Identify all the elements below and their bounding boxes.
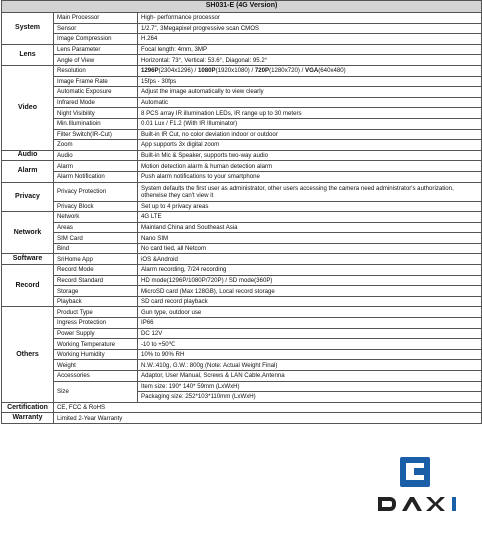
spec-row-bind: [2, 243, 482, 254]
category-software: Software: [2, 254, 54, 265]
spec-value: Built-in Mic & Speaker, supports two-way audio: [138, 150, 482, 161]
spec-row-ingress-protection: [2, 318, 482, 329]
spec-label: Working Temperature: [54, 339, 138, 350]
spec-label: Zoom: [54, 140, 138, 151]
table-title: SH031-E (4G Version): [2, 1, 482, 13]
category-system: System: [2, 13, 54, 45]
logo-emblem: [400, 457, 430, 487]
spec-row-night-visibility: [2, 108, 482, 119]
spec-value: DC 12V: [138, 328, 482, 339]
spec-value: Set up to 4 privacy areas: [138, 201, 482, 212]
spec-row-image-frame-rate: [2, 76, 482, 87]
spec-value: Motion detection alarm & human detection alarm: [138, 161, 482, 172]
spec-row-storage: [2, 286, 482, 297]
spec-label: Privacy Block: [54, 201, 138, 212]
spec-label: Weight: [54, 360, 138, 371]
spec-value: Focal length: 4mm, 3MP: [138, 44, 482, 55]
spec-row-playback: [2, 296, 482, 307]
category-audio: Audio: [2, 150, 54, 161]
spec-value: 8 PCS array IR illumination LEDs, IR range up to 30 meters: [138, 108, 482, 119]
spec-row-infrared-mode: [2, 97, 482, 108]
spec-label: Main Processor: [54, 13, 138, 24]
category-warranty: Warranty: [2, 413, 54, 424]
spec-label: Working Humidity: [54, 349, 138, 360]
spec-value: 15fps - 30fps: [138, 76, 482, 87]
spec-label: Sensor: [54, 23, 138, 34]
spec-row-network: [2, 212, 482, 223]
spec-row-working-temperature: [2, 339, 482, 350]
spec-row-alarm-notification: [2, 171, 482, 182]
spec-value: -10 to +50℃: [138, 339, 482, 350]
spec-label: Angle of View: [54, 55, 138, 66]
spec-value: Alarm recording, 7/24 recording: [138, 265, 482, 276]
spec-row-image-compression: [2, 34, 482, 45]
spec-value: Item size: 190* 140* 59mm (LxWxH): [138, 381, 482, 392]
category-privacy: Privacy: [2, 182, 54, 212]
spec-value: 10% to 90% RH: [138, 349, 482, 360]
spec-label: Record Mode: [54, 265, 138, 276]
spec-row-audio: [2, 150, 482, 161]
spec-label: Product Type: [54, 307, 138, 318]
warranty-row: [2, 413, 482, 424]
spec-row-sim-card: [2, 233, 482, 244]
spec-row-lens-parameter: [2, 44, 482, 55]
spec-label: Min.Illuminatioin: [54, 118, 138, 129]
spec-row-filter-switch-ir-cut: [2, 129, 482, 140]
spec-value: No card tied, all Netcom: [138, 243, 482, 254]
spec-label: Image Frame Rate: [54, 76, 138, 87]
spec-value: Packaging size: 252*103*110mm (LxWxH): [138, 392, 482, 403]
spec-row-angle-of-view: [2, 55, 482, 66]
daxi-logo: [376, 457, 476, 517]
category-others: Others: [2, 307, 54, 402]
spec-value: High- performance processor: [138, 13, 482, 24]
spec-label: Storage: [54, 286, 138, 297]
spec-row-power-supply: [2, 328, 482, 339]
spec-value: 0.01 Lux / F1.2 (With IR Illuminator): [138, 118, 482, 129]
spec-value: 1/2.7", 3Megapixel progressive scan CMOS: [138, 23, 482, 34]
spec-label: Playback: [54, 296, 138, 307]
certification-value: CE, FCC & RoHS: [54, 402, 482, 413]
spec-row-main-processor: [2, 13, 482, 24]
spec-value: Horizontal: 73°, Vertical: 53.6°, Diagonal: 95.2°: [138, 55, 482, 66]
spec-row-privacy-protection: [2, 182, 482, 201]
category-video: Video: [2, 65, 54, 150]
spec-row-areas: [2, 222, 482, 233]
spec-value: Automatic: [138, 97, 482, 108]
spec-row-resolution: [2, 65, 482, 76]
spec-value: Mainland China and Southeast Asia: [138, 222, 482, 233]
spec-row-working-humidity: [2, 349, 482, 360]
spec-value: H.264: [138, 34, 482, 45]
spec-row-alarm: [2, 161, 482, 172]
spec-table: [1, 0, 482, 424]
spec-label: Accessories: [54, 371, 138, 382]
spec-value: Adaptor, User Manual, Screws & LAN Cable,Antenna: [138, 371, 482, 382]
spec-value: HD mode(1296P/1080P/720P) / SD mode(360P): [138, 275, 482, 286]
spec-label: SriHome App: [54, 254, 138, 265]
spec-label: Areas: [54, 222, 138, 233]
spec-value: System defaults the first user as administrator, other users accessing the camera need administrator's authorization, otherwise they can't view it: [138, 182, 482, 201]
spec-row-record-standard: [2, 275, 482, 286]
spec-value: Push alarm notifications to your smartphone: [138, 171, 482, 182]
spec-label: Image Compression: [54, 34, 138, 45]
spec-row-privacy-block: [2, 201, 482, 212]
spec-value: Adjust the image automatically to view clearly: [138, 87, 482, 98]
spec-label: Filter Switch(IR-Cut): [54, 129, 138, 140]
spec-label: Alarm Notification: [54, 171, 138, 182]
spec-value: iOS &Android: [138, 254, 482, 265]
spec-label: Power Supply: [54, 328, 138, 339]
spec-value: SD card record playback: [138, 296, 482, 307]
spec-label: Record Standard: [54, 275, 138, 286]
spec-row-weight: [2, 360, 482, 371]
spec-row-size: [2, 381, 482, 392]
spec-value: App supports 3x digital zoom: [138, 140, 482, 151]
spec-row-product-type: [2, 307, 482, 318]
category-certification: Certification: [2, 402, 54, 413]
spec-label: Ingress Protection: [54, 318, 138, 329]
spec-value: Nano SIM: [138, 233, 482, 244]
category-alarm: Alarm: [2, 161, 54, 182]
spec-label: Infrared Mode: [54, 97, 138, 108]
spec-row-sensor: [2, 23, 482, 34]
spec-value: Gun type, outdoor use: [138, 307, 482, 318]
spec-row-zoom: [2, 140, 482, 151]
category-record: Record: [2, 265, 54, 307]
spec-label: Privacy Protection: [54, 182, 138, 201]
spec-label: Resolution: [54, 65, 138, 76]
spec-row-min-illuminatioin: [2, 118, 482, 129]
spec-label: SIM Card: [54, 233, 138, 244]
spec-label: Alarm: [54, 161, 138, 172]
spec-value: MicroSD card (Max 128GB), Local record storage: [138, 286, 482, 297]
category-lens: Lens: [2, 44, 54, 65]
spec-value: N.W.:410g, G.W.: 800g (Note: Actual Weight Final): [138, 360, 482, 371]
spec-label: Night Visibility: [54, 108, 138, 119]
spec-value: Built-in IR Cut, no color deviation indoor or outdoor: [138, 129, 482, 140]
certification-row: [2, 402, 482, 413]
spec-label: Bind: [54, 243, 138, 254]
spec-label: Lens Parameter: [54, 44, 138, 55]
spec-row-accessories: [2, 371, 482, 382]
spec-value: 4G LTE: [138, 212, 482, 223]
spec-label: Automatic Exposure: [54, 87, 138, 98]
warranty-value: Limited 2-Year Warranty: [54, 413, 482, 424]
spec-label: Network: [54, 212, 138, 223]
title-row: [2, 1, 482, 13]
spec-value: IP66: [138, 318, 482, 329]
logo-wordmark: [378, 497, 456, 511]
category-network: Network: [2, 212, 54, 254]
spec-row-record-mode: [2, 265, 482, 276]
spec-value: 1296P(2304x1296) / 1080P(1920x1080) / 720P(1280x720) / VGA(640x480): [138, 65, 482, 76]
spec-label: Audio: [54, 150, 138, 161]
spec-row-srihome-app: [2, 254, 482, 265]
spec-row-automatic-exposure: [2, 87, 482, 98]
spec-label: Size: [54, 381, 138, 402]
